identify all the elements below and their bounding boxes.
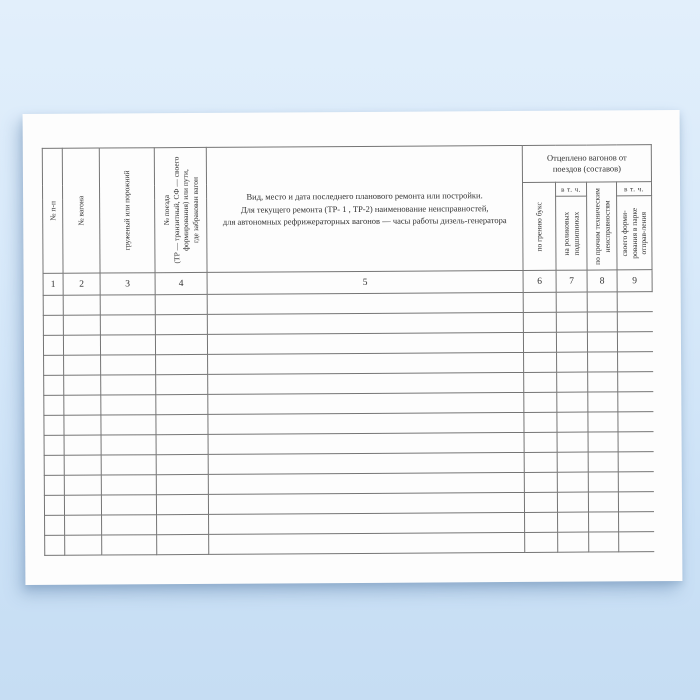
body-cell xyxy=(524,492,557,512)
column-number: 1 xyxy=(43,273,63,295)
paper-sheet xyxy=(23,110,683,585)
body-cell xyxy=(557,392,588,412)
body-cell xyxy=(157,514,209,534)
body-cell xyxy=(524,412,557,432)
column-number: 6 xyxy=(523,270,556,292)
column-header-8-label: по прочим техническим неисправностям xyxy=(591,187,611,265)
body-cell xyxy=(101,355,156,375)
body-cell xyxy=(156,374,208,394)
body-cell xyxy=(45,535,65,555)
body-cell xyxy=(44,455,64,475)
body-cell xyxy=(618,392,653,412)
column-number: 3 xyxy=(100,273,155,295)
body-cell xyxy=(557,452,588,472)
body-cell xyxy=(557,472,588,492)
body-cell xyxy=(65,535,102,555)
body-cell xyxy=(618,352,653,372)
body-cell xyxy=(64,455,101,475)
body-cell xyxy=(207,292,523,314)
body-cell xyxy=(63,335,100,355)
body-cell xyxy=(100,335,155,355)
body-cell xyxy=(100,295,155,315)
body-cell xyxy=(587,292,617,312)
body-cell xyxy=(556,292,587,312)
body-cell xyxy=(524,432,557,452)
body-cell xyxy=(557,352,588,372)
body-cell xyxy=(617,312,652,332)
body-cell xyxy=(208,412,524,434)
column-number: 5 xyxy=(207,270,523,294)
column-number: 9 xyxy=(617,270,652,292)
body-cell xyxy=(523,332,556,352)
body-cell xyxy=(64,495,101,515)
body-cell xyxy=(65,515,102,535)
body-cell xyxy=(619,532,654,552)
body-cell xyxy=(101,435,156,455)
body-cell xyxy=(156,434,208,454)
body-cell xyxy=(208,372,524,394)
column-header-8 xyxy=(586,182,617,270)
column-number: 2 xyxy=(63,273,100,295)
body-cell xyxy=(44,355,64,375)
body-cell xyxy=(588,372,618,392)
body-cell xyxy=(64,355,101,375)
body-cell xyxy=(156,474,208,494)
body-cell xyxy=(525,512,558,532)
body-cell xyxy=(207,312,523,334)
column-number: 7 xyxy=(556,270,587,292)
column-header-1-label: № п-п xyxy=(47,201,57,221)
table-body xyxy=(43,292,654,556)
body-cell xyxy=(208,432,524,454)
body-cell xyxy=(101,495,156,515)
body-cell xyxy=(523,292,556,312)
body-cell xyxy=(44,495,64,515)
header-row-top xyxy=(42,145,651,186)
body-cell xyxy=(558,532,589,552)
body-cell xyxy=(557,412,588,432)
column-header-7-label: на роликовых подшипниках xyxy=(561,211,581,256)
body-cell xyxy=(155,334,207,354)
body-cell xyxy=(557,372,588,392)
body-cell xyxy=(557,492,588,512)
body-cell xyxy=(44,375,64,395)
body-cell xyxy=(156,494,208,514)
body-cell xyxy=(101,375,156,395)
body-cell xyxy=(101,395,156,415)
body-cell xyxy=(523,312,556,332)
body-cell xyxy=(208,492,524,514)
body-cell xyxy=(208,352,524,374)
column-header-2 xyxy=(62,148,100,273)
body-cell xyxy=(63,295,100,315)
body-cell xyxy=(156,394,208,414)
body-cell xyxy=(64,475,101,495)
body-cell xyxy=(524,452,557,472)
body-cell xyxy=(155,294,207,314)
body-cell xyxy=(44,415,64,435)
body-cell xyxy=(617,332,652,352)
body-cell xyxy=(102,535,157,555)
body-cell xyxy=(588,412,618,432)
body-cell xyxy=(208,392,524,414)
body-cell xyxy=(64,415,101,435)
column-header-5-label: Вид, место и дата последнего планового ремонта или постройки. Для текущего ремонта (ТР- 1 , ТР-2) наименование неисправностей, для автономных рефрижераторных вагонов — часы работы дизель-генератора xyxy=(222,190,507,228)
body-cell xyxy=(64,395,101,415)
body-cell xyxy=(43,335,63,355)
body-cell xyxy=(44,395,64,415)
subheader-9: в т. ч. xyxy=(616,182,651,196)
body-cell xyxy=(587,332,617,352)
body-cell xyxy=(64,375,101,395)
body-cell xyxy=(101,415,156,435)
body-cell xyxy=(156,414,208,434)
column-header-3-label: груженый или порожний xyxy=(122,170,132,251)
body-cell xyxy=(588,432,618,452)
body-cell xyxy=(588,392,618,412)
body-cell xyxy=(557,432,588,452)
body-cell xyxy=(209,532,525,554)
body-cell xyxy=(208,472,524,494)
column-header-3 xyxy=(99,148,155,273)
body-cell xyxy=(100,315,155,335)
column-header-9-label: своего форми- рования в парке отправ-ления xyxy=(619,207,649,259)
body-cell xyxy=(102,515,157,535)
body-cell xyxy=(618,452,653,472)
body-cell xyxy=(588,352,618,372)
column-header-6 xyxy=(522,182,556,270)
table-row xyxy=(45,532,654,556)
group-header: Отцеплено вагонов от поездов (составов) xyxy=(522,145,651,183)
body-cell xyxy=(556,332,587,352)
body-cell xyxy=(524,372,557,392)
column-header-2-label: № вагона xyxy=(76,195,86,226)
body-cell xyxy=(556,312,587,332)
body-cell xyxy=(619,512,654,532)
body-cell xyxy=(618,412,653,432)
body-cell xyxy=(101,475,156,495)
body-cell xyxy=(157,534,209,554)
body-cell xyxy=(588,472,618,492)
body-cell xyxy=(525,532,558,552)
column-header-4 xyxy=(154,147,207,272)
body-cell xyxy=(618,432,653,452)
body-cell xyxy=(589,532,619,552)
body-cell xyxy=(618,492,653,512)
column-header-5 xyxy=(206,145,523,272)
body-cell xyxy=(588,452,618,472)
body-cell xyxy=(207,332,523,354)
body-cell xyxy=(524,352,557,372)
body-cell xyxy=(587,312,617,332)
subheader-7: в т. ч. xyxy=(555,182,586,196)
body-cell xyxy=(155,314,207,334)
body-cell xyxy=(618,472,653,492)
column-number: 4 xyxy=(155,272,207,294)
body-cell xyxy=(156,454,208,474)
body-cell xyxy=(43,315,63,335)
body-cell xyxy=(524,392,557,412)
body-cell xyxy=(618,372,653,392)
body-cell xyxy=(617,292,652,312)
body-cell xyxy=(208,452,524,474)
column-header-6-label: по грению букс xyxy=(534,201,544,252)
column-header-9 xyxy=(617,196,652,270)
form-table xyxy=(42,144,654,556)
column-number: 8 xyxy=(587,270,617,292)
column-header-4-label: № поезда (ТР — транзитный, СФ — своего формирования) или пути, где забракован вагон xyxy=(161,156,200,264)
body-cell xyxy=(45,515,65,535)
body-cell xyxy=(524,472,557,492)
body-cell xyxy=(589,512,619,532)
body-cell xyxy=(43,295,63,315)
body-cell xyxy=(101,455,156,475)
body-cell xyxy=(558,512,589,532)
body-cell xyxy=(209,512,525,534)
body-cell xyxy=(63,315,100,335)
column-header-7 xyxy=(556,196,587,270)
body-cell xyxy=(44,435,64,455)
body-cell xyxy=(156,354,208,374)
body-cell xyxy=(44,475,64,495)
body-cell xyxy=(64,435,101,455)
column-header-1 xyxy=(42,148,63,273)
body-cell xyxy=(588,492,618,512)
